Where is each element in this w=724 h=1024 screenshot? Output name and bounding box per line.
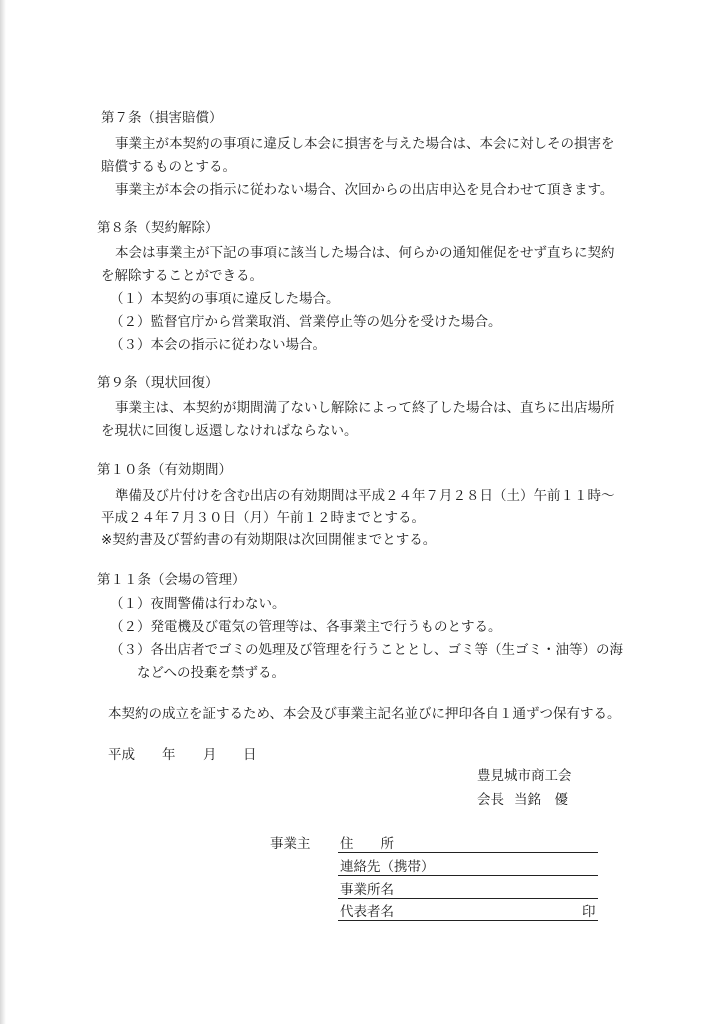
article-11-heading: 第１１条（会場の管理） xyxy=(97,572,246,588)
representative-field[interactable] xyxy=(338,920,598,921)
office-field[interactable] xyxy=(338,898,598,899)
organization-title: 会長 xyxy=(477,792,504,808)
article-8-item: （３）本会の指示に従わない場合。 xyxy=(110,337,326,353)
article-7-text: 賠償するものとする。 xyxy=(101,159,236,175)
office-label: 事業所名 xyxy=(340,882,394,898)
article-7-text: 事業主が本会の指示に従わない場合、次回からの出店申込を見合わせて頂きます。 xyxy=(115,182,614,198)
article-7-text: 事業主が本契約の事項に違反し本会に損害を与えた場合は、本会に対しその損害を xyxy=(115,136,615,152)
representative-label: 代表者名 xyxy=(340,904,394,920)
organization-name: 豊見城市商工会 xyxy=(477,768,572,784)
date-era: 平成 xyxy=(108,747,135,763)
date-year: 年 xyxy=(162,747,176,763)
contact-label: 連絡先（携帯） xyxy=(340,859,435,875)
article-9-text: 事業主は、本契約が期間満了ないし解除によって終了した場合は、直ちに出店場所 xyxy=(115,400,615,416)
article-10-text: 準備及び片付けを含む出店の有効期間は平成２４年７月２８日（土）午前１１時～ xyxy=(115,488,615,504)
article-11-item: などへの投棄を禁ずる。 xyxy=(137,665,285,681)
article-8-text: 本会は事業主が下記の事項に該当した場合は、何らかの通知催促をせず直ちに契約 xyxy=(115,245,615,261)
party-label: 事業主 xyxy=(270,836,311,852)
article-11-item: （２）発電機及び電気の管理等は、各事業主で行うものとする。 xyxy=(110,619,502,635)
contact-field[interactable] xyxy=(338,875,598,876)
article-9-heading: 第９条（現状回復） xyxy=(97,375,219,391)
article-11-item: （１）夜間警備は行わない。 xyxy=(110,596,286,612)
article-8-item: （１）本契約の事項に違反した場合。 xyxy=(110,291,340,307)
article-10-heading: 第１０条（有効期間） xyxy=(97,462,232,478)
article-8-item: （２）監督官庁から営業取消、営業停止等の処分を受けた場合。 xyxy=(110,314,502,330)
address-label: 住 所 xyxy=(340,836,394,852)
seal-mark: 印 xyxy=(582,904,596,920)
date-month: 月 xyxy=(203,747,217,763)
article-10-note: ※契約書及び誓約書の有効期限は次回開催までとする。 xyxy=(101,532,437,548)
article-11-item: （３）各出店者でゴミの処理及び管理を行うこととし、ゴミ等（生ゴミ・油等）の海 xyxy=(110,642,623,658)
address-field[interactable] xyxy=(338,852,598,853)
organization-person: 当銘 優 xyxy=(514,792,568,808)
closing-statement: 本契約の成立を証するため、本会及び事業主記名並びに押印各自１通ずつ保有する。 xyxy=(108,706,621,722)
article-8-heading: 第８条（契約解除） xyxy=(97,220,219,236)
article-8-text: を解除することができる。 xyxy=(101,268,263,284)
article-7-heading: 第７条（損害賠償） xyxy=(101,110,223,126)
scan-shadow xyxy=(0,0,6,1024)
date-day: 日 xyxy=(243,747,257,763)
article-10-text: 平成２４年７月３０日（月）午前１２時までとする。 xyxy=(101,510,425,526)
article-9-text: を現状に回復し返還しなければならない。 xyxy=(101,423,358,439)
